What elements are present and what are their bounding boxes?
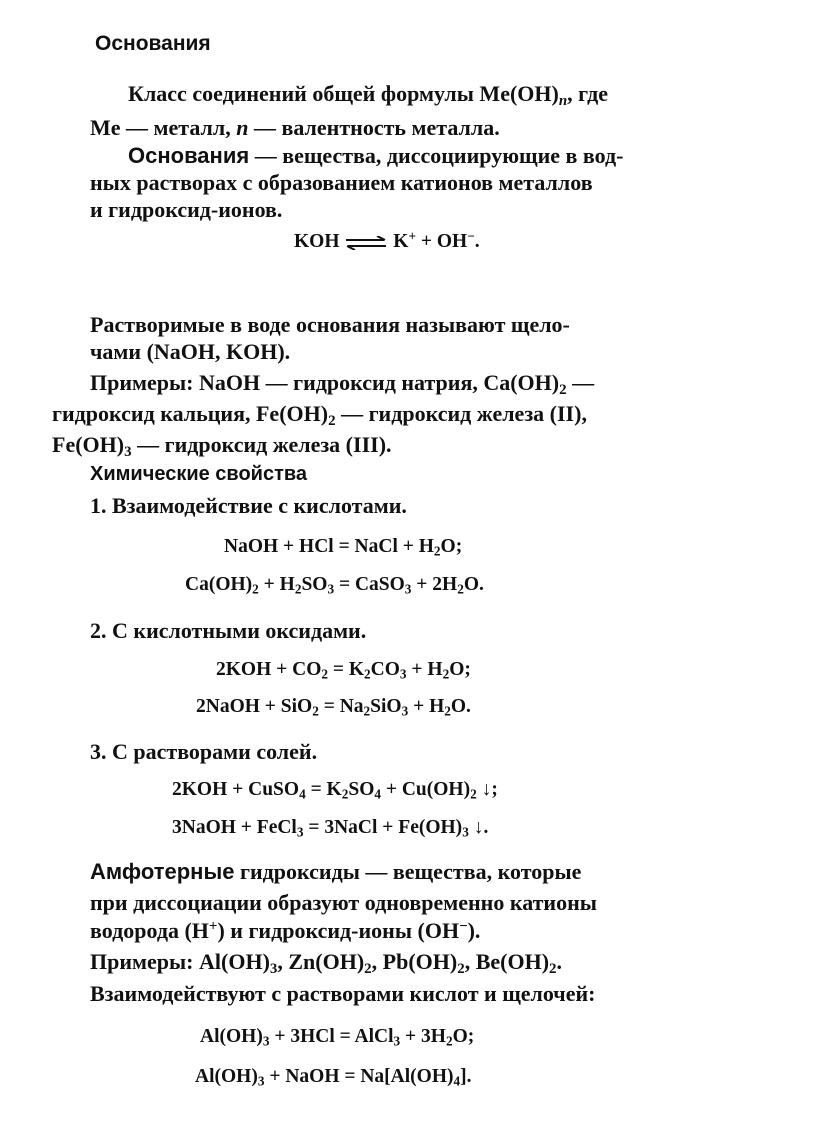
examples-text: — гидроксид железа (II), [335,401,587,426]
property-3: 3. С растворами солей. [90,739,318,764]
examples-text: Fe(OH) [52,432,125,457]
examples-line-3 [52,432,392,461]
equation-6: 3NaOH + FeCl$_3$ = 3NaCl + $Fe(OH)_3$ ↓. [172,817,489,840]
section-title: Основания [95,32,211,55]
amph-line-5: Взаимодействуют с растворами кислот и щелочей: [90,981,596,1006]
anion: + OH [416,231,468,252]
intro-line-1 [128,81,608,110]
equation-2: $Ca(OH)_2 + H_2SO_3$ = CaSO$_3$ + $2H_2O$. [185,574,484,597]
intro-text: — вещества, диссоциирующие в вод- [249,143,624,168]
dissociation-equation: KOH K+ + OH−. [294,228,480,252]
amph-line-3: водорода (H+) и гидроксид-ионы (OH−). [90,918,481,943]
examples-text: — [566,370,595,395]
intro-line-5: и гидроксид-ионов. [90,197,283,222]
intro-text: Me — металл, [90,115,237,140]
bases-term: Основания [128,143,250,168]
cation: K [393,231,409,252]
alkali-line-1: Растворимые в воде основания называют щело- [90,312,570,337]
properties-heading: Химические свойства [90,463,308,485]
intro-text: — валентность металла. [248,115,500,140]
punct: . [474,231,480,252]
intro-line-2 [90,117,500,139]
examples-line-1 [90,370,595,399]
intro-line-3 [128,145,623,167]
examples-line-2 [52,401,587,430]
equation-4: 2NaOH + $SiO_2 = Na_2SiO_3 + H_2O$. [196,696,471,719]
reactant: KOH [294,231,340,252]
amph-text: гидроксиды — вещества, которые [234,859,582,884]
equilibrium-arrow-icon [344,236,388,250]
subscript: 3 [124,444,132,461]
subscript: 2 [559,382,567,399]
alkali-line-2: чами (NaOH, KOH). [90,339,291,364]
equation-3: $2KOH + CO_2 = K_2CO_3 + H_2O$; [216,659,471,682]
amph-line-4: Примеры: $Al(OH)_3$, $Zn(OH)_2$, $Pb(OH)_2$, $Be(OH)_2$. [90,949,563,978]
examples-text: гидроксид кальция, Fe(OH) [52,401,329,426]
amph-line-1 [90,861,581,883]
property-1: 1. Взаимодействие с кислотами. [90,493,407,518]
equation-8: $Al(OH)_3$ + NaOH = $Na[Al(OH)_4]$. [195,1066,472,1089]
amphoteric-term: Амфотерные [90,859,235,884]
property-2: 2. С кислотными оксидами. [90,618,367,643]
equation-5: 2KOH + CuSO$_4$ = $K_2SO_4 + Cu(OH)_2$ ↓; [172,779,498,802]
equation-1: NaOH + HCl = NaCl + $H_2O$; [224,536,463,559]
examples-text: Примеры: NaOH — гидроксид натрия, Ca(OH) [90,370,560,395]
valence-symbol: n [558,93,568,110]
intro-text: Класс соединений общей формулы Me(OH) [128,81,559,106]
intro-text: , где [567,81,608,106]
valence-symbol: n [236,115,249,140]
equation-7: $Al(OH)_3 + 3HCl$ = AlCl$_3$ + $3H_2O$; [200,1026,475,1049]
intro-line-4: ных растворах с образованием катионов металлов [90,170,593,195]
subscript: 2 [328,413,336,430]
examples-text: — гидроксид железа (III). [131,432,392,457]
amph-line-2: при диссоциации образуют одновременно катионы [90,890,597,915]
